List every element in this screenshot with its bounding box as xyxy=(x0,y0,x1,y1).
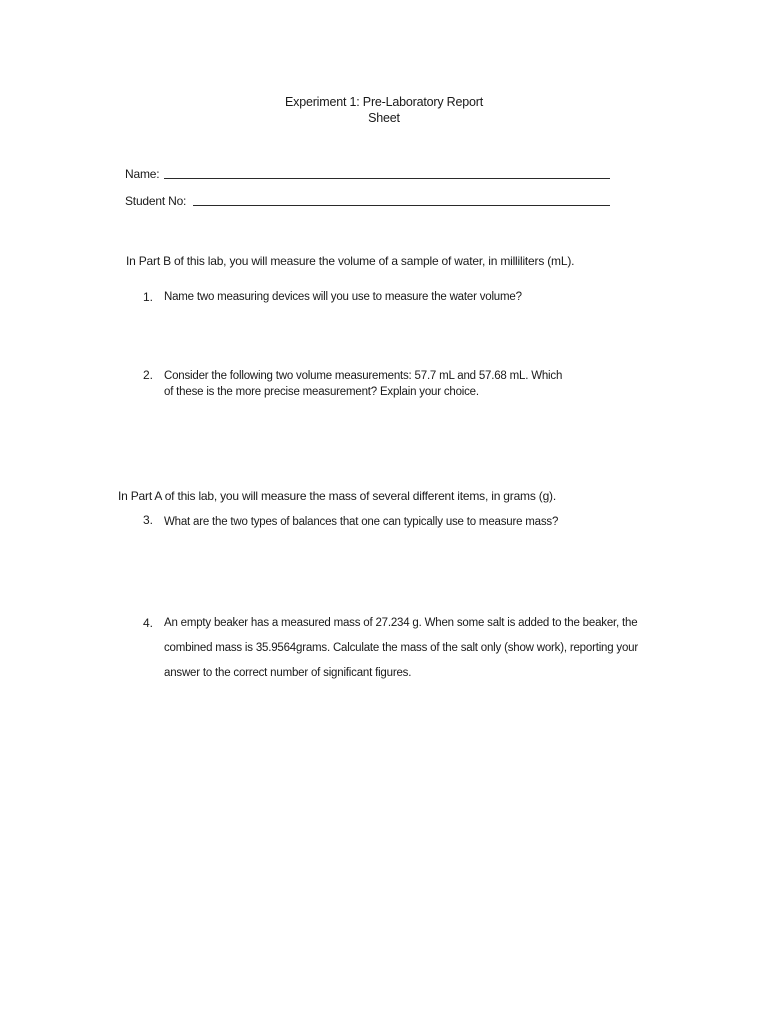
question-4-text-line-3: answer to the correct number of significant figures. xyxy=(164,667,412,679)
question-1-text: Name two measuring devices will you use to measure the water volume? xyxy=(164,291,522,303)
name-field-line[interactable] xyxy=(164,178,610,179)
question-4-text-line-2: combined mass is 35.9564grams. Calculate the mass of the salt only (show work), reporting your xyxy=(164,642,639,654)
question-2-text-line-2: of these is the more precise measurement? Explain your choice. xyxy=(164,386,479,398)
question-number: 3. xyxy=(143,513,154,527)
part-a-intro: In Part A of this lab, you will measure the mass of several different items, in grams (g). xyxy=(118,489,556,503)
question-4-text-line-1: An empty beaker has a measured mass of 27.234 g. When some salt is added to the beaker, the xyxy=(164,617,638,629)
question-2-text-line-1: Consider the following two volume measurements: 57.7 mL and 57.68 mL. Which xyxy=(164,370,563,382)
name-label: Name: xyxy=(125,167,160,181)
question-number: 4. xyxy=(143,616,154,630)
part-b-intro: In Part B of this lab, you will measure the volume of a sample of water, in milliliters (mL). xyxy=(126,254,575,268)
document-title-line-2: Sheet xyxy=(368,111,400,125)
question-3-text: What are the two types of balances that one can typically use to measure mass? xyxy=(164,516,559,528)
student-no-label: Student No: xyxy=(125,194,187,208)
question-number: 2. xyxy=(143,368,154,382)
document-title: Experiment 1: Pre-Laboratory Report xyxy=(285,95,483,109)
student-no-field-line[interactable] xyxy=(193,205,610,206)
question-number: 1. xyxy=(143,290,154,304)
